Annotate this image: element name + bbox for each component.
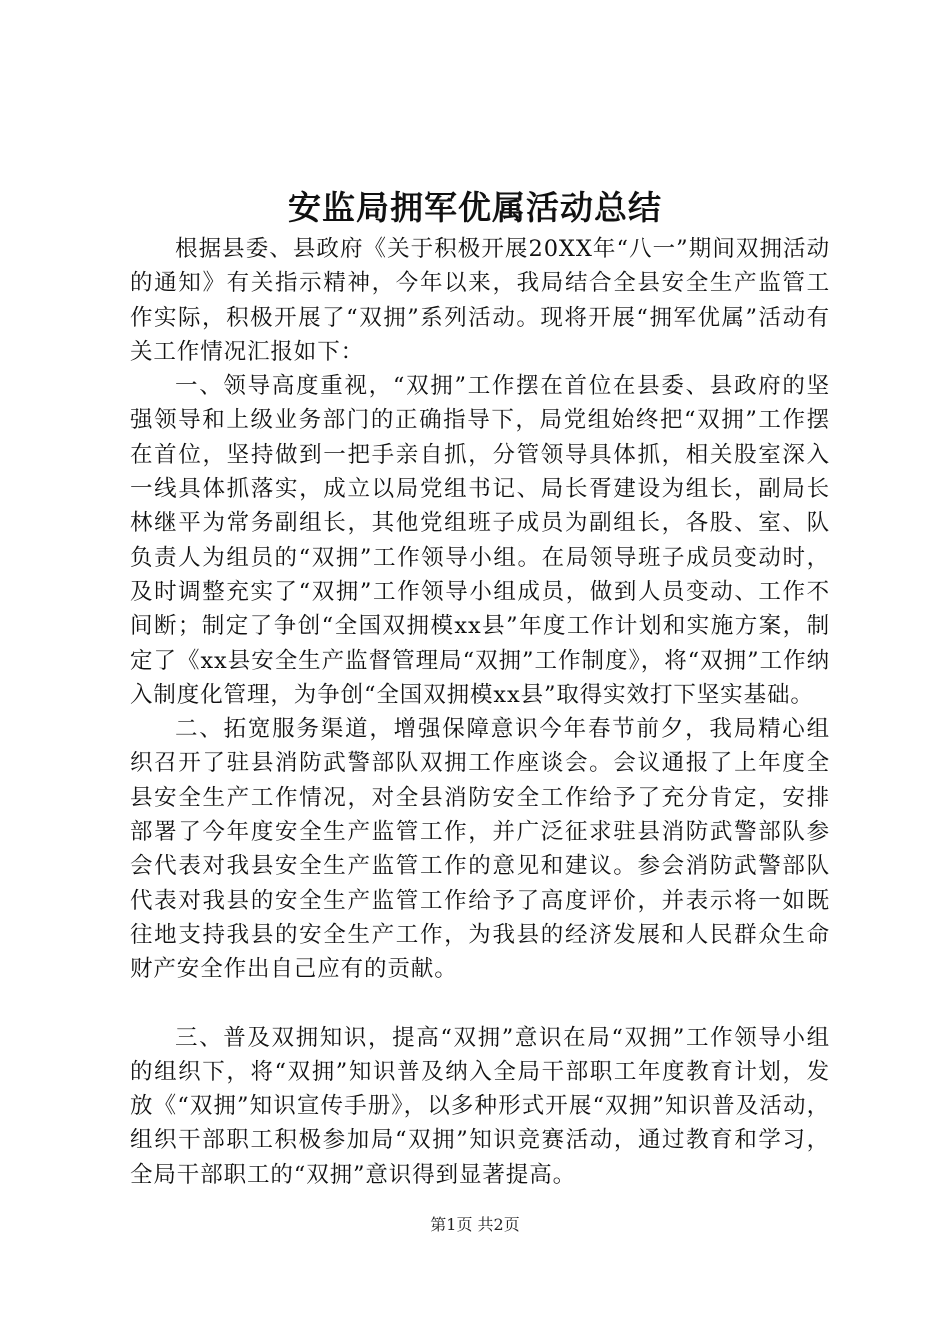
page-number-footer: 第1页 共2页 bbox=[430, 1215, 520, 1234]
document-body bbox=[130, 232, 830, 1192]
paragraph-section-1: 一、领导高度重视，“双拥”工作摆在首位在县委、县政府的坚强领导和上级业务部门的正确指导下，局党组始终把“双拥”工作摆在首位，坚持做到一把手亲自抓，分管领导具体抓，相关股室深入一线具体抓落实，成立以局党组书记、局长胥建设为组长，副局长林继平为常务副组长，其他党组班子成员为副组长，各股、室、队负责人为组员的“双拥”工作领导小组。在局领导班子成员变动时，及时调整充实了“双拥”工作领导小组成员，做到人员变动、工作不间断；制定了争创“全国双拥模xx县”年度工作计划和实施方案，制定了《xx县安全生产监督管理局“双拥”工作制度》，将“双拥”工作纳入制度化管理，为争创“全国双拥模xx县”取得实效打下坚实基础。 bbox=[130, 373, 830, 708]
paragraph-section-2: 二、拓宽服务渠道，增强保障意识今年春节前夕，我局精心组织召开了驻县消防武警部队双拥工作座谈会。会议通报了上年度全县安全生产工作情况，对全县消防安全工作给予了充分肯定，安排部署了今年度安全生产监管工作，并广泛征求驻县消防武警部队参会代表对我县安全生产监管工作的意见和建议。参会消防武警部队代表对我县的安全生产监管工作给予了高度评价，并表示将一如既往地支持我县的安全生产工作，为我县的经济发展和人民群众生命财产安全作出自己应有的贡献。 bbox=[130, 716, 830, 983]
paragraph-intro: 根据县委、县政府《关于积极开展20XX年“八一”期间双拥活动的通知》有关指示精神，今年以来，我局结合全县安全生产监管工作实际，积极开展了“双拥”系列活动。现将开展“拥军优属”活动有关工作情况汇报如下： bbox=[130, 236, 830, 365]
paragraph-section-3: 三、普及双拥知识，提高“双拥”意识在局“双拥”工作领导小组的组织下，将“双拥”知识普及纳入全局干部职工年度教育计划，发放《“双拥”知识宣传手册》，以多种形式开展“双拥”知识普及活动，组织干部职工积极参加局“双拥”知识竞赛活动，通过教育和学习，全局干部职工的“双拥”意识得到显著提高。 bbox=[130, 1024, 830, 1188]
paragraph-gap bbox=[130, 987, 830, 1021]
document-title: 安监局拥军优属活动总结 bbox=[288, 188, 662, 227]
